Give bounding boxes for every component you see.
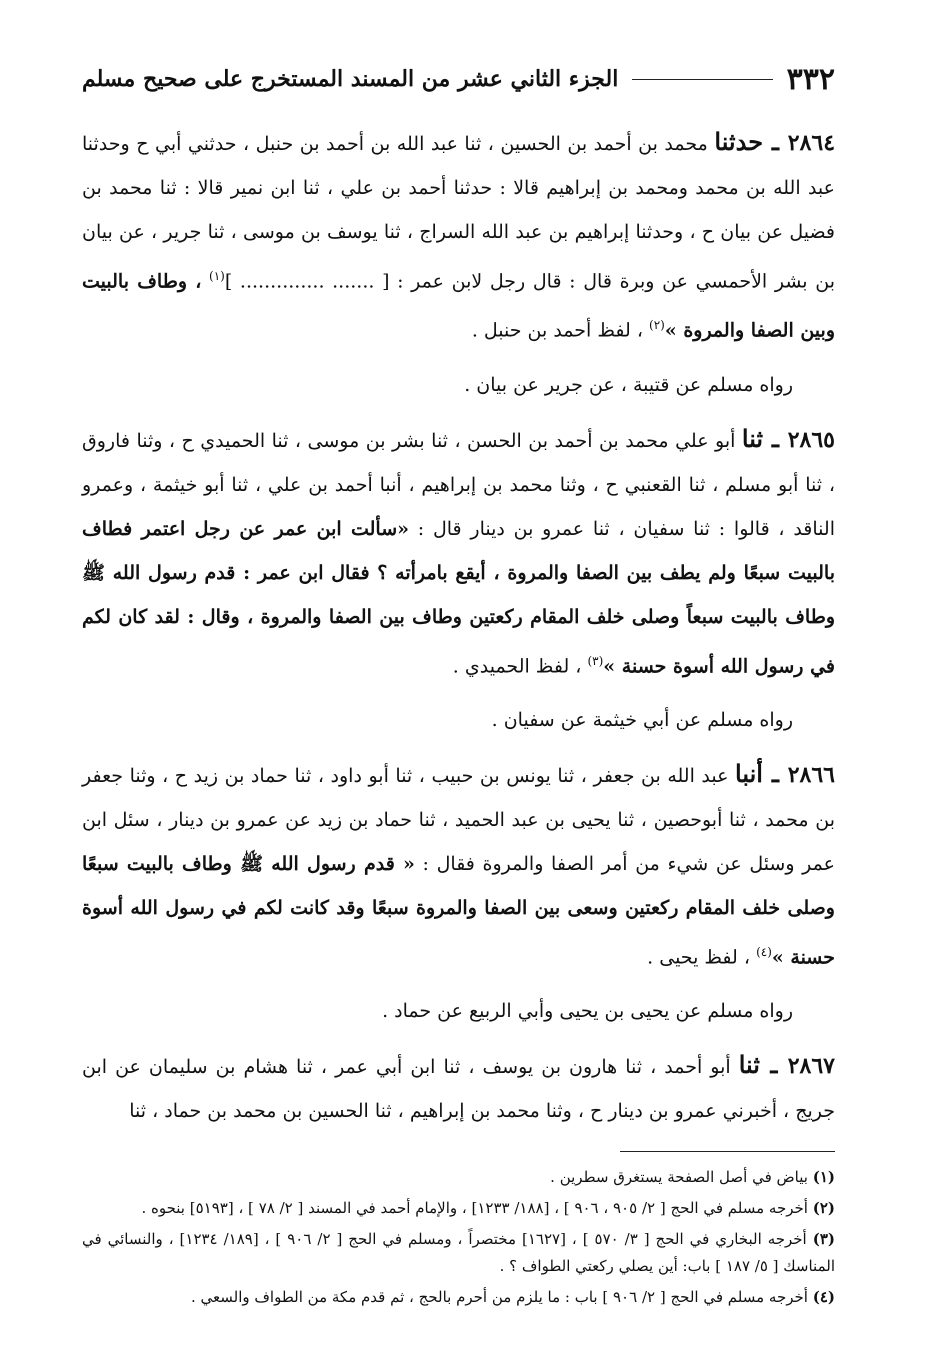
rawah-line: رواه مسلم عن قتيبة ، عن جرير عن بيان . (464, 373, 793, 396)
footnote-text: أخرجه مسلم في الحج [ ٢/ ٩٠٦ ] باب : ما يلزم من أحرم بالحج ، ثم قدم مكة من الطواف والسعي . (190, 1288, 808, 1307)
footnote-text: أخرجه مسلم في الحج [ ٢/ ٩٠٥ ، ٩٠٦ ] ، [١٨٨/ ١٢٣٣] ، والإمام أحمد في المسند [ ٢/ ٧٨ ] ، [٥١٩٣] بنحوه . (141, 1199, 808, 1218)
hadith-2865: ٢٨٦٥ ـ ثنا أبو علي محمد بن أحمد بن الحسن ، ثنا بشر بن موسى ، ثنا الحميدي ح ، وثنا فاروق ، ثنا أبو مسلم ، ثنا القعنبي ح ، وثنا محمد بن إبراهيم ، أنبا أحمد بن علي ، ثنا أبو خيثمة ، وعمرو الناقد ، قالوا : ثنا سفيان ، ثنا عمرو بن دينار قال : «سألت ابن عمر عن رجل اعتمر فطاف بالبيت سبعًا ولم يطف بين الصفا والمروة ، أيقع بامرأته ؟ فقال ابن عمر : قدم رسول الله ﷺ وطاف بالبيت سبعاً وصلى خلف المقام ركعتين وطاف بين الصفا والمروة ، وقال : لقد كان لكم في رسول الله أسوة حسنة »$^{(٣)}$ ، لفظ الحميدي . (82, 423, 836, 677)
hadith-matn: ، وطاف بالبيت وبين الصفا والمروة » (82, 270, 835, 342)
hadith-matn: «سألت ابن عمر عن رجل اعتمر فطاف بالبيت سبعًا ولم يطف بين الصفا والمروة ، أيقع بامرأته ؟ فقال ابن عمر : قدم رسول الله ﷺ وطاف بالبيت سبعاً وصلى خلف المقام ركعتين وطاف بين الصفا والمروة ، وقال : لقد كان لكم في رسول الله أسوة حسنة » (82, 517, 835, 677)
hadith-keyword: ثنا (741, 423, 764, 453)
footnote-ref: (٣) (587, 653, 604, 668)
footnote-4 (82, 1284, 835, 1311)
footnote-text: بياض في أصل الصفحة يستغرق سطرين . (550, 1168, 808, 1187)
footnotes (82, 1164, 835, 1311)
footnote-ref: (٤) (756, 944, 772, 959)
footnote-3 (82, 1226, 835, 1280)
page-header (82, 56, 835, 102)
hadith-matn: « قدم رسول الله ﷺ وطاف بالبيت سبعًا وصلى خلف المقام ركعتين وسعى بين الصفا والمروة سبعًا وقد كانت لكم في رسول الله أسوة حسنة » (82, 852, 835, 969)
hadith-tail: ، لفظ الحميدي . (452, 654, 582, 677)
hadith-keyword: أنبا (735, 758, 763, 788)
footnote-ref: (١) (209, 269, 225, 283)
hadith-number: ٢٨٦٤ (787, 130, 836, 156)
rawah-line: رواه مسلم عن أبي خيثمة عن سفيان . (491, 708, 793, 731)
hadith-text: أبو أحمد ، ثنا هارون بن يوسف ، ثنا ابن أبي عمر ، ثنا هشام بن سليمان عن ابن جريج ، أخبرني عمرو بن دينار ح ، وثنا محمد بن إبراهيم ، ثنا الحسين بن محمد بن حماد ، ثنا (82, 1056, 835, 1123)
hadith-text: عبد الله بن جعفر ، ثنا يونس بن حبيب ، ثنا أبو داود ، ثنا حماد بن زيد ح ، وثنا جعفر بن محمد ، ثنا أبوحصين ، ثنا يحيى بن عبد الحميد ، ثنا حماد بن زيد عن عمرو بن دينار ، سئل ابن عمر وسئل عن شيء من أمر الصفا والمروة فقال : (82, 764, 835, 875)
running-title: الجزء الثاني عشر من المسند المستخرج على صحيح مسلم (82, 66, 619, 92)
footnote-1 (82, 1164, 835, 1191)
footnote-label: (١) (812, 1168, 835, 1187)
hadith-text: أبو علي محمد بن أحمد بن الحسن ، ثنا بشر بن موسى ، ثنا الحميدي ح ، وثنا فاروق ، ثنا أبو مسلم ، ثنا القعنبي ح ، وثنا محمد بن إبراهيم ، أنبا أحمد بن علي ، ثنا أبو خيثمة ، وعمرو الناقد ، قالوا : ثنا سفيان ، ثنا عمرو بن دينار قال : (82, 429, 836, 540)
hadith-2866: ٢٨٦٦ ـ أنبا عبد الله بن جعفر ، ثنا يونس بن حبيب ، ثنا أبو داود ، ثنا حماد بن زيد ح ، وثنا جعفر بن محمد ، ثنا أبوحصين ، ثنا يحيى بن عبد الحميد ، ثنا حماد بن زيد عن عمرو بن دينار ، سئل ابن عمر وسئل عن شيء من أمر الصفا والمروة فقال : « قدم رسول الله ﷺ وطاف بالبيت سبعًا وصلى خلف المقام ركعتين وسعى بين الصفا والمروة سبعًا وقد كانت لكم في رسول الله أسوة حسنة »$^{(٤)}$ ، لفظ يحيى . (82, 758, 835, 969)
footnote-divider (620, 1151, 835, 1152)
rawah-line: رواه مسلم عن يحيى بن يحيى وأبي الربيع عن حماد . (382, 1000, 793, 1023)
hadith-keyword: حدثنا (714, 127, 764, 156)
hadith-number: ٢٨٦٧ (787, 1053, 835, 1080)
hadith-number: ٢٨٦٦ (787, 761, 835, 788)
footnote-label: (٣) (812, 1230, 835, 1249)
hadith-2864: ٢٨٦٤ ـ حدثنا محمد بن أحمد بن الحسين ، ثنا عبد الله بن أحمد بن حنبل ، حدثني أبي ح وحدثنا عبد الله بن محمد ومحمد بن إبراهيم قالا : حدثنا أحمد بن علي ، ثنا ابن نمير قالا : ثنا محمد بن فضيل عن بيان ح ، وحدثنا إبراهيم بن عبد الله السراج ، ثنا يوسف بن موسى ، ثنا جرير ، عن بيان بن بشر الأحمسي عن وبرة قال : قال رجل لابن عمر : [ ....... .............. ]$^{(١)}$ ، وطاف بالبيت وبين الصفا والمروة »$^{(٢)}$ ، لفظ أحمد بن حنبل . (82, 127, 836, 342)
footnote-label: (٢) (812, 1199, 835, 1218)
page-number: ٣٣٢ (786, 61, 835, 97)
hadith-keyword: ثنا (738, 1050, 760, 1080)
header-rule (632, 79, 772, 80)
hadith-number: ٢٨٦٥ (787, 426, 835, 453)
footnote-label: (٤) (812, 1288, 835, 1307)
footnote-ref: (٢) (649, 318, 665, 333)
hadith-text: محمد بن أحمد بن الحسين ، ثنا عبد الله بن أحمد بن حنبل ، حدثني أبي ح وحدثنا عبد الله بن محمد ومحمد بن إبراهيم قالا : حدثنا أحمد بن علي ، ثنا ابن نمير قالا : ثنا محمد بن فضيل عن بيان ح ، وحدثنا إبراهيم بن عبد الله السراج ، ثنا يوسف بن موسى ، ثنا جرير ، عن بيان بن بشر الأحمسي عن وبرة قال : قال رجل لابن عمر : [ ....... .............. ] (82, 133, 835, 293)
footnote-2 (82, 1195, 835, 1222)
footnote-text: أخرجه البخاري في الحج [ ٣/ ٥٧٠ ] ، [١٦٢٧] مختصراً ، ومسلم في الحج [ ٢/ ٩٠٦ ] ، [١٨٩/ ١٢٣٤] ، والنسائي في المناسك [ ٥/ ١٨٧ ] باب: أين يصلي ركعتي الطواف ؟ . (82, 1230, 835, 1276)
hadith-tail: ، لفظ أحمد بن حنبل . (471, 319, 643, 342)
hadith-tail: ، لفظ يحيى . (647, 946, 751, 969)
hadith-2867: ٢٨٦٧ ـ ثنا أبو أحمد ، ثنا هارون بن يوسف ، ثنا ابن أبي عمر ، ثنا هشام بن سليمان عن ابن جريج ، أخبرني عمرو بن دينار ح ، وثنا محمد بن إبراهيم ، ثنا الحسين بن محمد بن حماد ، ثنا (82, 1050, 835, 1123)
